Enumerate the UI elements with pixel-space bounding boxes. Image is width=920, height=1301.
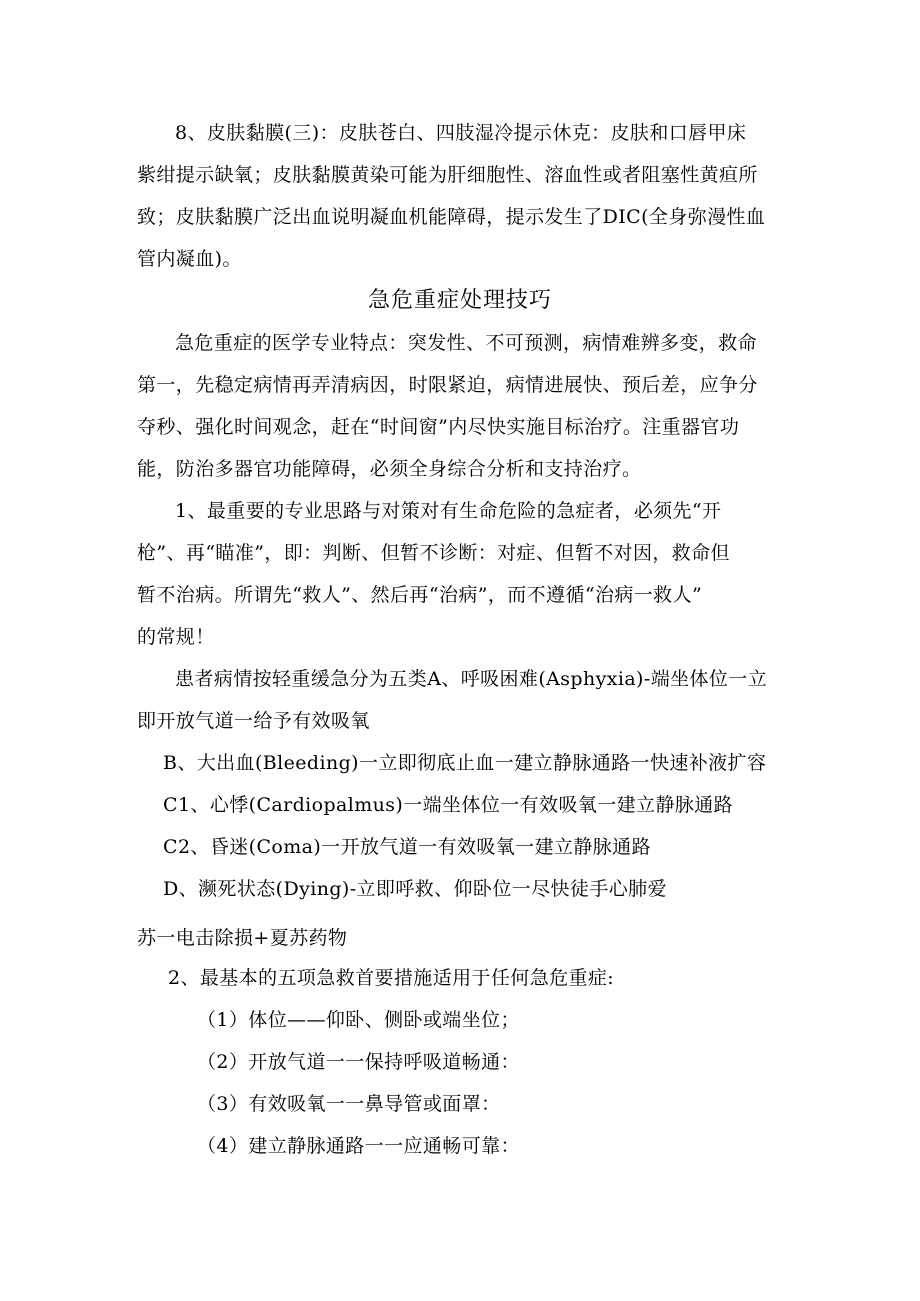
category-d-line-2: 苏一电击除损+夏苏药物 [137, 927, 348, 949]
category-c1: C1、心悸(Cardiopalmus)一端坐体位一有效吸氧一建立静脉通路 [163, 794, 734, 816]
paragraph-skin-line-1: 8、皮肤黏膜(三)：皮肤苍白、四肢湿冷提示休克：皮肤和口唇甲床 [175, 122, 747, 144]
category-d-line-1: D、濒死状态(Dying)-立即呼救、仰卧位一尽快徒手心肺爱 [163, 878, 667, 900]
paragraph-intro-line-3: 夺秒、强化时间观念，赶在“时间窗”内尽快实施目标治疗。注重器官功 [137, 416, 740, 438]
paragraph-skin-line-3: 致；皮肤黏膜广泛出血说明凝血机能障碍，提示发生了DIC(全身弥漫性血 [137, 206, 766, 228]
category-c2: C2、昏迷(Coma)一开放气道一有效吸氧一建立静脉通路 [163, 836, 651, 858]
paragraph-skin-line-4: 管内凝血)。 [137, 248, 242, 270]
paragraph-intro-line-2: 第一，先稳定病情再弄清病因，时限紧迫，病情进展快、预后差，应争分 [137, 374, 758, 396]
category-a-line-1: 患者病情按轻重缓急分为五类A、呼吸困难(Asphyxia)-端坐体位一立 [175, 668, 768, 690]
paragraph-intro-line-1: 急危重症的医学专业特点：突发性、不可预测，病情难辨多变，救命 [175, 332, 758, 354]
paragraph-skin-line-2: 紫绀提示缺氧；皮肤黏膜黄染可能为肝细胞性、溶血性或者阻塞性黄疸所 [137, 164, 758, 186]
category-a-line-2: 即开放气道一给予有效吸氧 [137, 710, 370, 732]
paragraph-point1-line-1: 1、最重要的专业思路与对策对有生命危险的急症者，必须先“开 [175, 500, 722, 522]
point2-heading: 2、最基本的五项急救首要措施适用于任何急危重症: [168, 967, 615, 989]
paragraph-point1-line-3: 暂不治病。所谓先“救人”、然后再“治病”，而不遵循“治病一救人” [137, 584, 703, 606]
point2-item-3: （3）有效吸氧一一鼻导管或面罩： [197, 1093, 501, 1115]
paragraph-intro-line-4: 能，防治多器官功能障碍，必须全身综合分析和支持治疗。 [137, 458, 642, 480]
point2-item-2: （2）开放气道一一保持呼吸道畅通： [197, 1051, 520, 1073]
paragraph-point1-line-2: 枪”、再“瞄准”，即：判断、但暂不诊断：对症、但暂不对因，救命但 [137, 542, 730, 564]
paragraph-point1-line-4: 的常规！ [137, 626, 215, 648]
category-b: B、大出血(Bleeding)一立即彻底止血一建立静脉通路一快速补液扩容 [163, 752, 767, 774]
section-title: 急危重症处理技巧 [367, 288, 552, 313]
point2-item-1: （1）体位——仰卧、侧卧或端坐位； [197, 1009, 520, 1031]
point2-item-4: （4）建立静脉通路一一应通畅可靠： [197, 1135, 520, 1157]
